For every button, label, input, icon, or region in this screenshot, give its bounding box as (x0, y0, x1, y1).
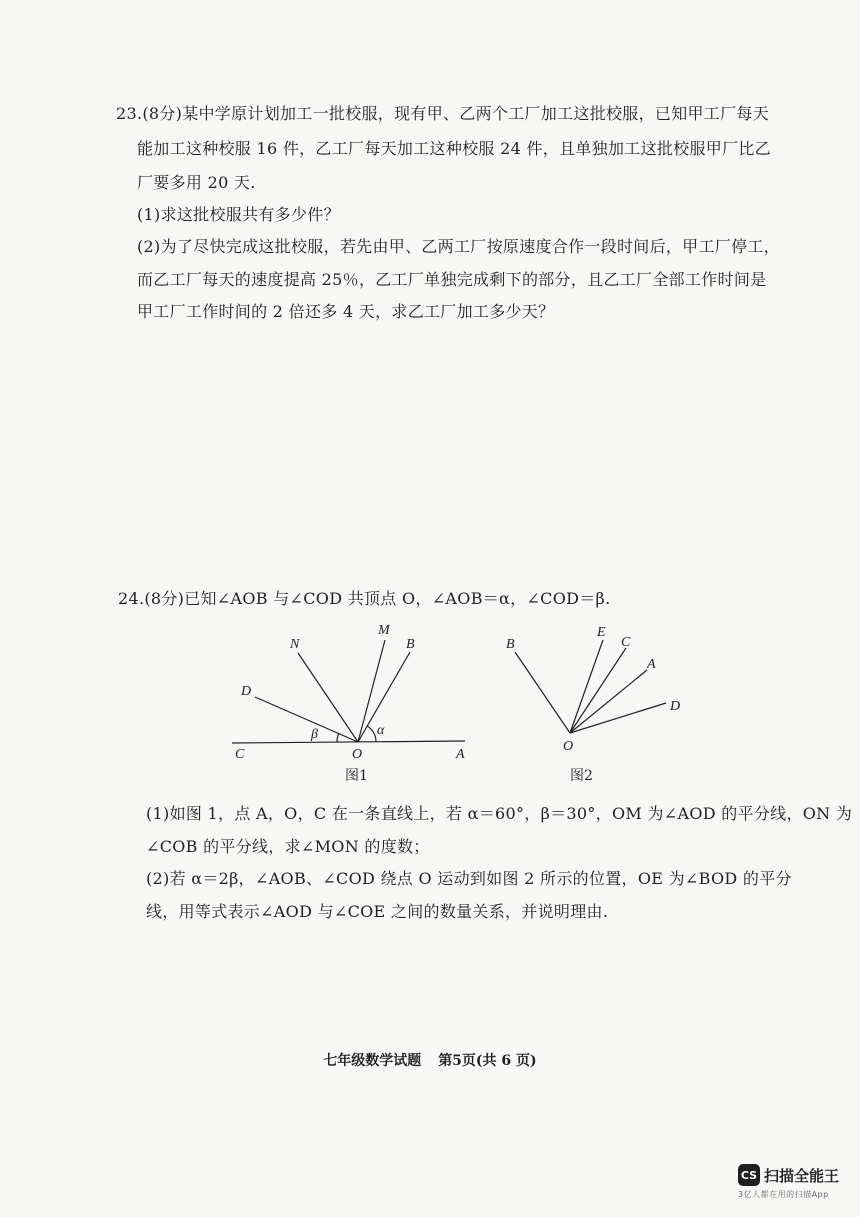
label-O: O (352, 747, 363, 762)
page-footer (0, 1050, 860, 1070)
label-B: B (406, 637, 415, 652)
q23-part-2-line-3: 甲工厂工作时间的 2 倍还多 4 天，求乙工厂加工多少天？ (137, 302, 555, 321)
q23-part-2-line-2: 而乙工厂每天的速度提高 25％，乙工厂单独完成剩下的部分，且乙工厂全部工作时间是 (137, 270, 767, 289)
label-A: A (456, 747, 465, 762)
label-A-fig2: A (647, 657, 656, 672)
ray-OC-fig2 (570, 648, 626, 733)
q23-part-2-line-1: (2)为了尽快完成这批校服，若先由甲、乙两工厂按原速度合作一段时间后，甲工厂停工， (137, 237, 780, 256)
label-O-fig2: O (563, 739, 574, 754)
watermark-brand: 扫描全能王 (764, 1166, 840, 1185)
ray-OB-fig2 (515, 652, 570, 733)
label-M: M (378, 623, 390, 638)
q24-part-2-line-2: 线，用等式表示∠AOD 与∠COE 之间的数量关系，并说明理由. (146, 902, 609, 921)
q24-part-1-line-1: (1)如图 1，点 A，O，C 在一条直线上，若 α＝60°，β＝30°，OM 为∠AOD 的平分线，ON 为 (146, 804, 853, 823)
camscanner-icon: CS (738, 1164, 760, 1186)
q24-stem: 24.(8分)已知∠AOB 与∠COD 共顶点 O，∠AOB＝α，∠COD＝β. (118, 589, 611, 608)
label-E-fig2: E (597, 625, 606, 640)
label-alpha: α (377, 723, 385, 738)
label-N: N (290, 637, 300, 652)
q24-part-2-line-1: (2)若 α＝2β，∠AOB、∠COD 绕点 O 运动到如图 2 所示的位置，OE 为∠BOD 的平分 (146, 869, 792, 888)
label-C-fig2: C (621, 635, 631, 650)
ray-OD-fig2 (570, 703, 666, 733)
watermark-tagline: 3亿人都在用的扫描App (738, 1190, 829, 1199)
scanner-watermark (738, 1164, 850, 1200)
q23-line-2: 能加工这种校服 16 件，乙工厂每天加工这种校服 24 件，且单独加工这批校服甲厂比乙 (137, 139, 771, 158)
arc-alpha (367, 726, 376, 742)
line-CA (232, 741, 465, 743)
q23-line-1: 23.(8分)某中学原计划加工一批校服，现有甲、乙两个工厂加工这批校服，已知甲工厂每天 (116, 104, 770, 123)
q23-part-1: (1)求这批校服共有多少件？ (137, 205, 340, 224)
label-D-fig2: D (670, 699, 681, 714)
q23-line-3: 厂要多用 20 天. (137, 173, 256, 192)
label-D: D (241, 684, 252, 699)
label-B-fig2: B (506, 637, 515, 652)
q24-part-1-line-2: ∠COB 的平分线，求∠MON 的度数； (146, 837, 430, 856)
figure-1-caption: 图1 (345, 768, 368, 784)
arc-beta (337, 733, 339, 742)
figure-2-caption: 图2 (570, 768, 593, 784)
label-beta: β (311, 727, 318, 742)
label-C: C (235, 747, 245, 762)
footer-page-number: 第5页(共 6 页) (438, 1053, 537, 1069)
footer-subject: 七年级数学试题 (323, 1053, 422, 1069)
